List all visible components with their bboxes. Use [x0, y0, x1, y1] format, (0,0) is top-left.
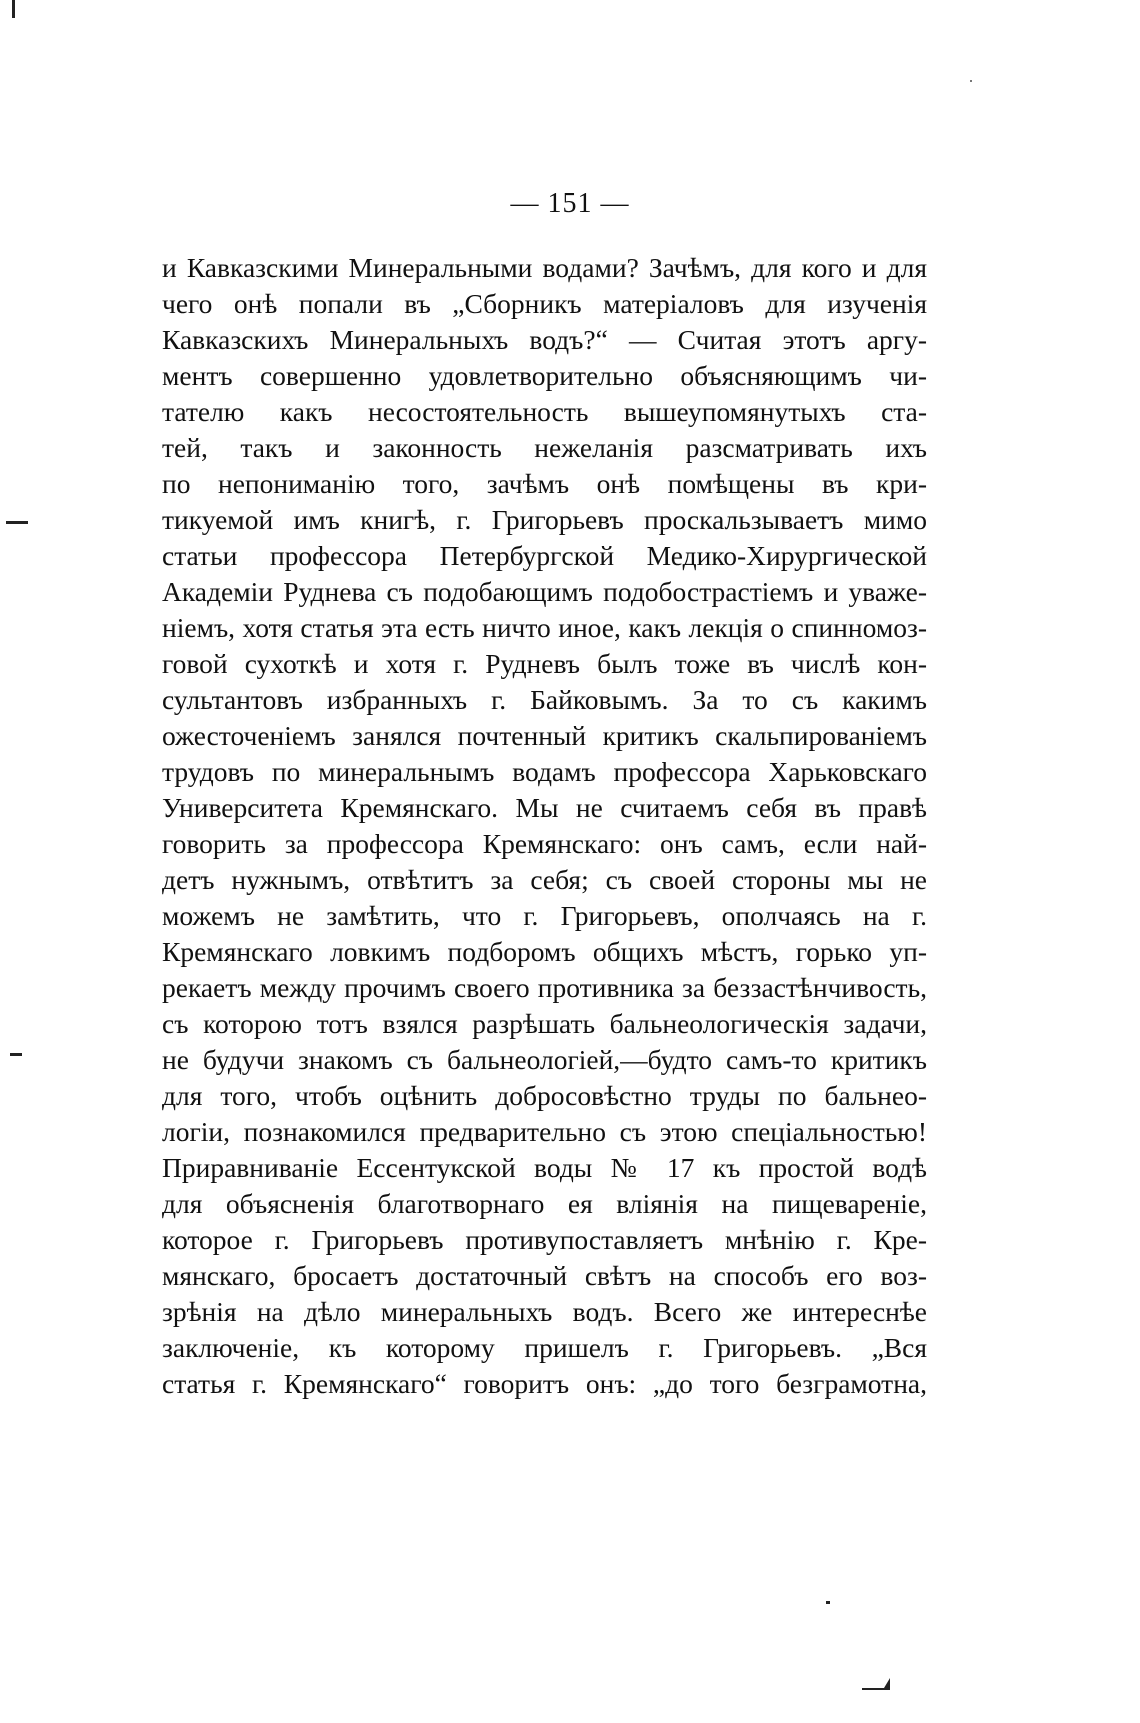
- text-line: чего онѣ попали въ „Сборникъ матеріаловъ для изученія: [162, 288, 927, 319]
- text-line: ментъ совершенно удовлетворительно объясняющимъ чи-: [162, 360, 927, 391]
- text-line: тикуемой имъ книгѣ, г. Григорьевъ проскальзываетъ мимо: [162, 504, 927, 535]
- text-line: можемъ не замѣтить, что г. Григорьевъ, ополчаясь на г.: [162, 900, 927, 931]
- scan-speck: [826, 1601, 830, 1604]
- text-line: тей, такъ и законность нежеланія разсматривать ихъ: [162, 432, 927, 463]
- text-line: говорить за профессора Кремянскаго: онъ самъ, если най-: [162, 828, 927, 859]
- text-line: по непониманію того, зачѣмъ онѣ помѣщены въ кри-: [162, 468, 927, 499]
- text-line: детъ нужнымъ, отвѣтитъ за себя; съ своей стороны мы не: [162, 864, 927, 895]
- text-line: ожесточеніемъ занялся почтенный критикъ скальпированіемъ: [162, 720, 927, 751]
- text-line: съ которою тотъ взялся разрѣшать бальнеологическія задачи,: [162, 1008, 927, 1039]
- text-line: сультантовъ избранныхъ г. Байковымъ. За то съ какимъ: [162, 684, 927, 715]
- text-line: говой сухоткѣ и хотя г. Рудневъ былъ тоже въ числѣ кон-: [162, 648, 927, 679]
- text-line: мянскаго, бросаетъ достаточный свѣтъ на способъ его воз-: [162, 1260, 927, 1291]
- text-line: не будучи знакомъ съ бальнеологіей,—будто самъ-то критикъ: [162, 1044, 927, 1075]
- text-line: тателю какъ несостоятельность вышеупомянутыхъ ста-: [162, 396, 927, 427]
- text-line: Академіи Руднева съ подобающимъ подобострастіемъ и уваже-: [162, 576, 927, 607]
- text-line: Кавказскихъ Минеральныхъ водъ?“ — Считая этотъ аргу-: [162, 324, 927, 355]
- text-line: зрѣнія на дѣло минеральныхъ водъ. Всего же интереснѣе: [162, 1296, 927, 1327]
- text-line: Кремянскаго ловкимъ подборомъ общихъ мѣстъ, горько уп-: [162, 936, 927, 967]
- text-line: Университета Кремянскаго. Мы не считаемъ себя въ правѣ: [162, 792, 927, 823]
- text-line: трудовъ по минеральнымъ водамъ профессора Харьковскаго: [162, 756, 927, 787]
- text-line: заключеніе, къ которому пришелъ г. Григорьевъ. „Вся: [162, 1332, 927, 1363]
- text-line: и Кавказскими Минеральными водами? Зачѣмъ, для кого и для: [162, 252, 927, 283]
- margin-mark: [6, 521, 28, 524]
- body-text: [162, 250, 927, 1402]
- text-line: рекаетъ между прочимъ своего противника за беззастѣнчивость,: [162, 972, 927, 1003]
- scan-corner-mark: [862, 1676, 892, 1690]
- text-line: статья г. Кремянскаго“ говоритъ онъ: „до того безграмотна,: [162, 1368, 927, 1399]
- text-line: ніемъ, хотя статья эта есть ничто иное, какъ лекція о спинномоз-: [162, 612, 927, 643]
- text-line: которое г. Григорьевъ противупоставляетъ мнѣнію г. Кре-: [162, 1224, 927, 1255]
- text-line: для того, чтобъ оцѣнить добросовѣстно труды по бальнео-: [162, 1080, 927, 1111]
- text-line: Приравниваніе Ессентукской воды № 17 къ простой водѣ: [162, 1152, 927, 1183]
- page-number: — 151 —: [510, 188, 630, 219]
- scan-speck: [970, 80, 972, 82]
- margin-mark: [10, 1053, 22, 1056]
- text-line: логіи, познакомился предварительно съ этою спеціальностью!: [162, 1116, 927, 1147]
- text-line: для объясненія благотворнаго ея вліянія на пищевареніе,: [162, 1188, 927, 1219]
- text-line: статьи профессора Петербургской Медико-Хирургической: [162, 540, 927, 571]
- scan-edge-mark: [12, 0, 15, 18]
